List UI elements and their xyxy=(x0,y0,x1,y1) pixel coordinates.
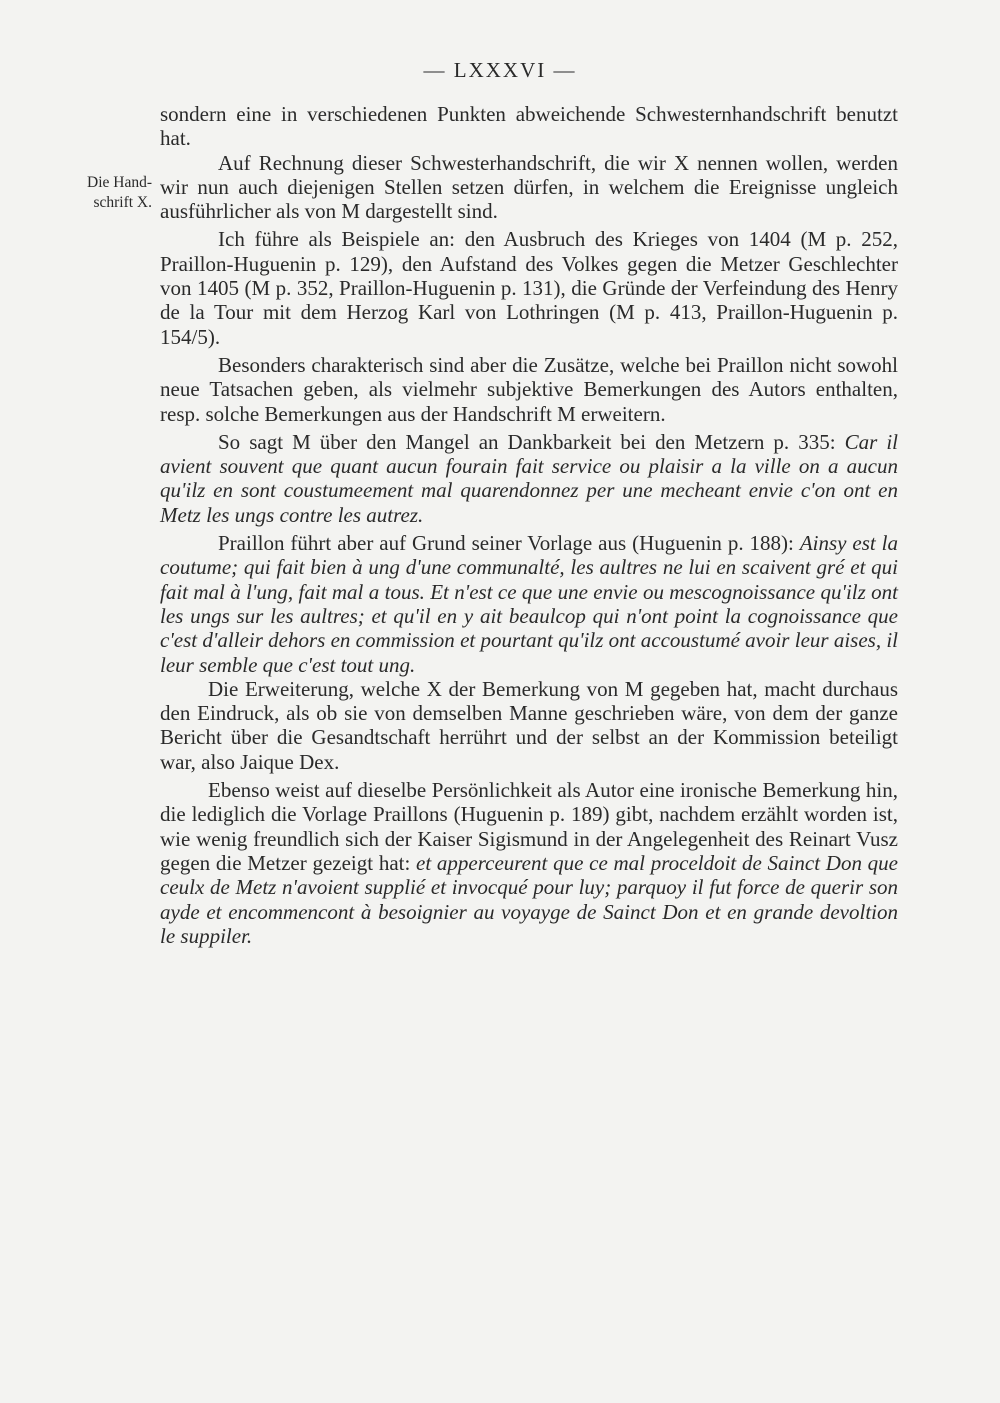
paragraph-8-text: Ebenso weist auf dieselbe Persönlichkeit als Autor eine ironische Bemerkung hin, die lediglich die Vorlage Praillons (Huguenin p. 189) gibt, nachdem erzählt worden ist, wie wenig freundlich sich der Kaiser Sigismund in der Angelegenheit des Reinart Vusz gegen die Metzer gezeigt hat: xyxy=(160,778,898,875)
paragraph-6-text: Praillon führt aber auf Grund seiner Vorlage aus (Huguenin p. 188): xyxy=(218,531,794,556)
paragraph-6-quote: Ainsy est la coutume; qui fait bien à ung d'une communalté, les aultres ne lui en scaivent gré et qui fait mal à l'ung, fait mal a tous. Et n'est ce que une envie ou mescognoissance qu'ilz ont les ungs sur les aultres; et qu'il en y ait beaulcop qui n'ont point la cognoissance que c'est d'alleir dehors en commission et pourtant qu'ilz ont accoustumé avoir leur aises, il leur semble que c'est tout ung. xyxy=(160,531,899,677)
paragraph-5 xyxy=(160,430,898,527)
paragraph-6 xyxy=(160,531,898,677)
paragraph-4: Besonders charakterisch sind aber die Zusätze, welche bei Praillon nicht sowohl neue Tatsachen geben, als vielmehr subjektive Bemerkungen des Autors enthalten, resp. solche Bemerkungen aus der Handschrift M erweitern. xyxy=(160,352,898,426)
body-text xyxy=(160,102,898,948)
paragraph-1: sondern eine in verschiedenen Punkten abweichende Schwesternhandschrift benutzt hat. xyxy=(160,102,898,151)
margin-note xyxy=(40,173,152,213)
paragraph-5-text: So sagt M über den Mangel an Dankbarkeit bei den Metzern p. 335: xyxy=(218,429,836,454)
page-number-header: — LXXXVI — xyxy=(423,58,577,82)
margin-note-line-1: Die Hand- xyxy=(87,174,152,191)
paragraph-5-quote: Car il avient souvent que quant aucun fourain fait service ou plaisir a la ville on a aucun qu'ilz en sont coustumeement mal quarendonnez per une mecheant envie c'on ont en Metz les ungs contre les autrez. xyxy=(160,429,898,527)
margin-note-line-2: schrift X. xyxy=(93,194,152,211)
paragraph-8 xyxy=(160,778,898,948)
paragraph-2: Auf Rechnung dieser Schwesterhandschrift, die wir X nennen wollen, werden wir nun auch diejenigen Stellen setzen dürfen, in welchem die Ereignisse ungleich ausführlicher als von M dargestellt sind. xyxy=(160,150,898,224)
paragraph-8-quote: et apperceurent que ce mal proceldoit de Sainct Don que ceulx de Metz n'avoient supplié et invocqué pour luy; parquoy il fut force de querir son ayde et encommencont à besoignier au voyayge de Sainct Don et en grande devoltion le suppiler. xyxy=(160,850,898,948)
paragraph-7: Die Erweiterung, welche X der Bemerkung von M gegeben hat, macht durchaus den Eindruck, als ob sie von demselben Manne geschrieben wäre, von dem der ganze Bericht über die Gesandtschaft herrührt und der selbst an der Kommission beteiligt war, also Jaique Dex. xyxy=(160,676,898,774)
paragraph-3: Ich führe als Beispiele an: den Ausbruch des Krieges von 1404 (M p. 252, Praillon-Huguenin p. 129), den Aufstand des Volkes gegen die Metzer Geschlechter von 1405 (M p. 352, Praillon-Huguenin p. 131), die Gründe der Verfeindung des Henry de la Tour mit dem Herzog Karl von Lothringen (M p. 413, Praillon-Huguenin p. 154/5). xyxy=(160,227,898,349)
